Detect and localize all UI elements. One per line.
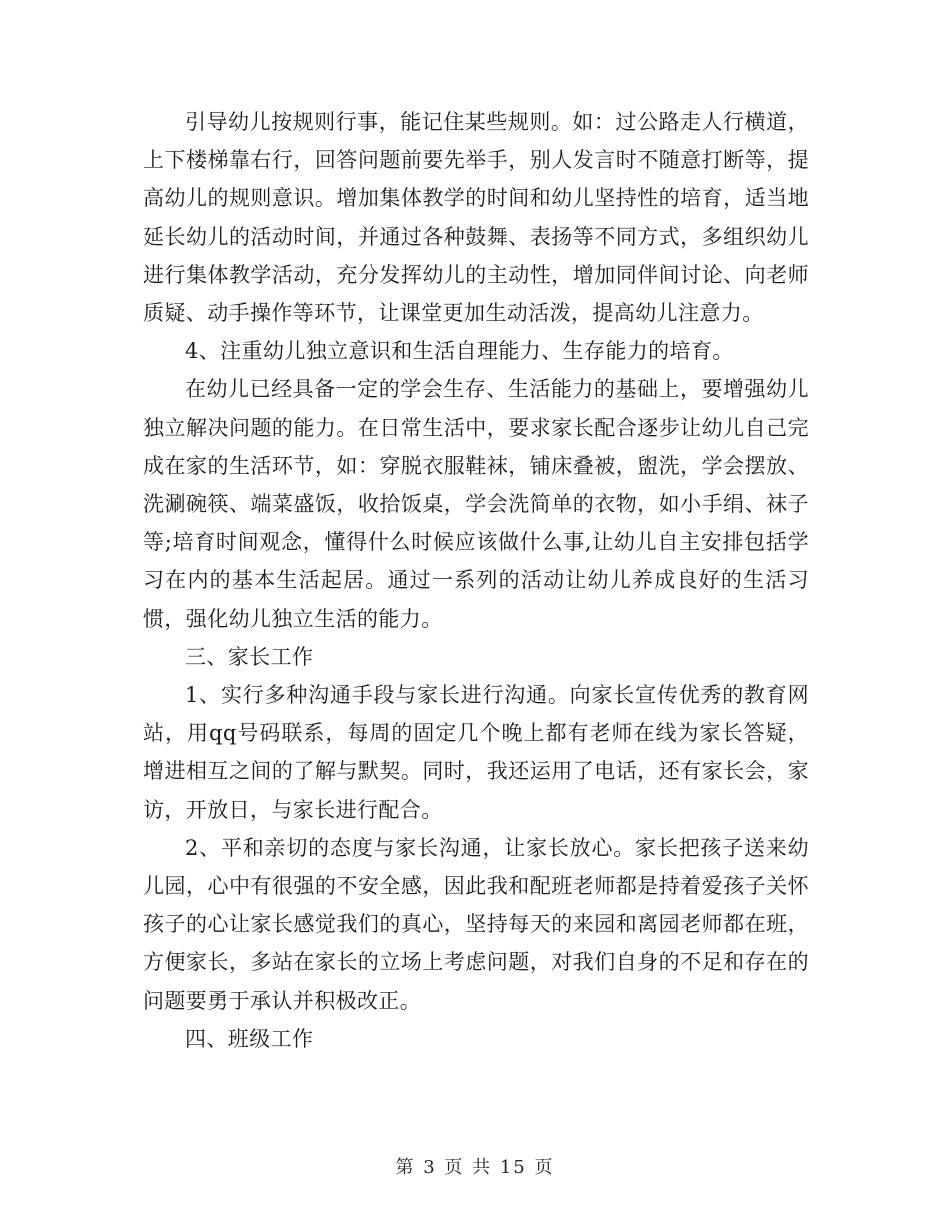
paragraph-rules: 引导幼儿按规则行事，能记住某些规则。如：过公路走人行横道，上下楼梯靠右行，回答问题前要先举手，别人发言时不随意打断等，提高幼儿的规则意识。增加集体教学的时间和幼儿坚持性的培育，适当地延长幼儿的活动时间，并通过各种鼓舞、表扬等不同方式，多组织幼儿进行集体教学活动，充分发挥幼儿的主动性，增加同伴间讨论、向老师质疑、动手操作等环节，让课堂更加生动活泼，提高幼儿注意力。 bbox=[143, 110, 809, 326]
document-body bbox=[143, 103, 809, 1058]
section-heading-class: 四、班级工作 bbox=[185, 1026, 314, 1051]
paragraph-communication: 1、实行多种沟通手段与家长进行沟通。向家长宣传优秀的教育网站，用qq号码联系，每周的固定几个晚上都有老师在线为家长答疑，增进相互之间的了解与默契。同时，我还运用了电话，还有家长会，家访，开放日，与家长进行配合。 bbox=[143, 683, 809, 822]
paragraph-heading-independence: 4、注重幼儿独立意识和生活自理能力、生存能力的培育。 bbox=[185, 339, 734, 364]
paragraph-independence: 在幼儿已经具备一定的学会生存、生活能力的基础上，要增强幼儿独立解决问题的能力。在日常生活中，要求家长配合逐步让幼儿自己完成在家的生活环节，如：穿脱衣服鞋袜，铺床叠被，盥洗，学会摆放、洗涮碗筷、端菜盛饭，收拾饭桌，学会洗简单的衣物，如小手绢、袜子等;培育时间观念，懂得什么时候应该做什么事,让幼儿自主安排包括学习在内的基本生活起居。通过一系列的活动让幼儿养成良好的生活习惯，强化幼儿独立生活的能力。 bbox=[143, 377, 809, 631]
section-heading-parents: 三、家长工作 bbox=[185, 644, 314, 669]
paragraph-attitude: 2、平和亲切的态度与家长沟通，让家长放心。家长把孩子送来幼儿园，心中有很强的不安全感，因此我和配班老师都是持着爱孩子关怀孩子的心让家长感觉我们的真心，坚持每天的来园和离园老师都在班，方便家长，多站在家长的立场上考虑问题，对我们自身的不足和存在的问题要勇于承认并积极改正。 bbox=[143, 835, 809, 1013]
page-number-footer: 第 3 页 共 15 页 bbox=[395, 1157, 555, 1178]
